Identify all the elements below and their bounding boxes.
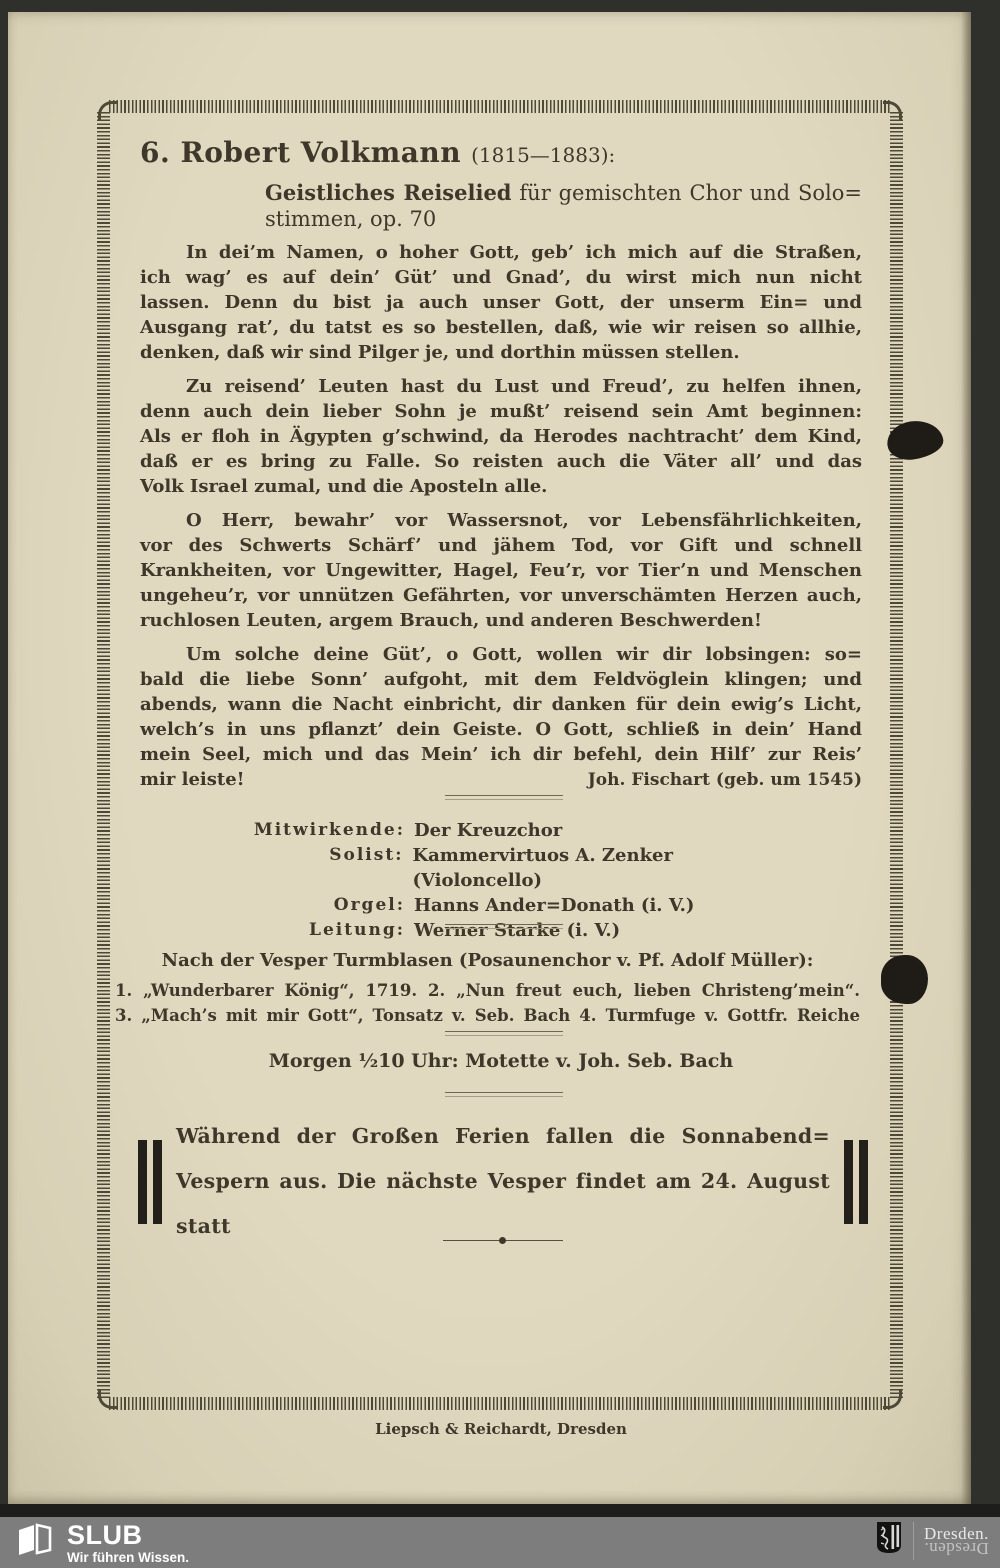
participant-row — [245, 918, 805, 943]
poet-attribution: Joh. Fischart (geb. um 1545) — [587, 770, 862, 790]
participant-label: Leitung: — [309, 920, 405, 940]
piece-title-line1 — [265, 180, 862, 206]
participant-value: Kammervirtuos A. Zenker (Violoncello) — [412, 845, 673, 891]
logo-divider — [913, 1522, 914, 1560]
poem-paragraph — [140, 508, 862, 633]
branding-bar — [0, 1517, 1000, 1568]
poem-paragraph — [140, 240, 862, 365]
tower-lines — [115, 978, 860, 1028]
poem-end-row — [140, 767, 862, 793]
dresden-wordmark — [924, 1523, 989, 1558]
poem-paragraph — [140, 642, 862, 793]
poem-line: abends, wann die Nacht einbricht, dir danken für dein ewig’s Licht, — [140, 694, 862, 715]
poem-line: Zu reisend’ Leuten hast du Lust und Freud’, zu helfen ihnen, — [186, 376, 862, 397]
poem-line: Krankheiten, vor Ungewitter, Hagel, Feu’r, vor Tier’n und Menschen — [140, 560, 862, 581]
dresden-word-mirrored: Dresden. — [924, 1538, 989, 1558]
poem-line: Als er floh in Ägypten g’schwind, da Herodes nachtracht’ dem Kind, — [140, 426, 862, 447]
poem-line: ruchlosen Leuten, argem Brauch, und anderen Beschwerden! — [140, 610, 762, 631]
poem-line: ich wag’ es auf dein’ Güt’ und Gnad’, du wirst mich nun nicht — [140, 267, 862, 288]
page-edge-shadow — [961, 12, 971, 1504]
border-left — [97, 112, 110, 1398]
slub-wordmark — [67, 1522, 189, 1565]
poem-line: denken, daß wir sind Pilger je, und dorthin müssen stellen. — [140, 342, 740, 363]
piece-heading — [140, 136, 870, 169]
printer-imprint: Liepsch & Reichardt, Dresden — [375, 1420, 627, 1438]
border-top — [109, 100, 891, 113]
slub-logo[interactable] — [16, 1522, 189, 1565]
slub-slogan: Wir führen Wissen. — [67, 1550, 190, 1565]
dresden-coat-of-arms-icon — [875, 1521, 903, 1560]
participant-label: Mitwirkende: — [253, 820, 405, 840]
poem-line: Ausgang rat’, du tatst es so bestellen, daß, wie wir reisen so allhie, — [140, 317, 862, 338]
notice-text — [162, 1114, 844, 1249]
tower-line: 1. „Wunderbarer König“, 1719. 2. „Nun freut euch, lieben Christeng’mein“. — [115, 981, 860, 1000]
participant-row — [245, 818, 805, 843]
composer-dates: (1815—1883): — [471, 143, 616, 167]
poem-paragraph — [140, 374, 862, 499]
notice-line: Während der Großen Ferien fallen die Sonnabend= — [176, 1124, 830, 1148]
poem — [140, 240, 862, 802]
tower-music-section — [115, 948, 860, 1028]
border-corner — [98, 1390, 117, 1409]
piece-title-bold: Geistliches Reiselied — [265, 180, 512, 205]
tomorrow-announcement: Morgen ½10 Uhr: Motette v. Joh. Seb. Bach — [268, 1050, 734, 1072]
border-corner — [883, 1390, 902, 1409]
dresden-word: Dresden. — [924, 1523, 989, 1543]
ink-stain — [881, 955, 928, 1004]
scan-bottom-shadow — [0, 1504, 1000, 1517]
border-corner — [98, 101, 117, 120]
poem-line: daß er es bring zu Falle. So reisten auch die Väter all’ und das — [140, 451, 862, 472]
composer-name: 6. Robert Volkmann — [140, 136, 462, 169]
tower-heading: Nach der Vesper Turmblasen (Posaunenchor v. Pf. Adolf Müller): — [161, 950, 814, 971]
poem-line: O Herr, bewahr’ vor Wassersnot, vor Lebensfährlichkeiten, — [186, 510, 862, 531]
poem-line: denn auch dein lieber Sohn je mußt’ reisend sein Amt beginnen: — [140, 401, 862, 422]
piece-title-rest: für gemischten Chor und Solo= — [511, 181, 862, 205]
poem-line: Um solche deine Güt’, o Gott, wollen wir dir lobsingen: so= — [186, 644, 862, 665]
participant-label: Orgel: — [333, 895, 405, 915]
participant-value: Der Kreuzchor — [414, 820, 563, 841]
poem-line: Volk Israel zumal, und die Aposteln alle. — [140, 476, 548, 497]
dresden-logo[interactable] — [875, 1521, 989, 1560]
poem-line: welch’s in uns pflanzt’ dein Geiste. O Gott, schließ in dein’ Hand — [140, 719, 862, 740]
divider-rule — [445, 795, 563, 800]
piece-title — [265, 180, 862, 232]
border-right — [890, 112, 903, 1398]
poem-line: ungeheu’r, vor unnützen Gefährten, vor unverschämten Herzen auch, — [140, 585, 862, 606]
double-bar-right — [844, 1140, 868, 1224]
participant-row — [245, 843, 805, 893]
poem-line: vor des Schwerts Schärf’ und jähem Tod, vor Gift und schnell — [140, 535, 862, 556]
divider-rule — [445, 924, 563, 929]
poem-line: mein Seel, mich und das Mein’ ich dir befehl, dein Hilf’ zur Reis’ — [140, 744, 862, 765]
poem-line: In dei’m Namen, o hoher Gott, geb’ ich mich auf die Straßen, — [186, 242, 862, 263]
border-corner — [883, 101, 902, 120]
tower-line: 3. „Mach’s mit mir Gott“, Tonsatz v. Seb. Bach 4. Turmfuge v. Gottfr. Reiche — [115, 1006, 860, 1025]
divider-rule — [445, 1031, 563, 1036]
border-bottom — [109, 1397, 891, 1410]
slub-book-icon — [16, 1522, 54, 1561]
participant-value: Hanns Ander=Donath (i. V.) — [414, 895, 695, 916]
double-bar-left — [138, 1140, 162, 1224]
divider-rule — [445, 1092, 563, 1097]
poem-line: bald die liebe Sonn’ aufgoht, mit dem Feldvöglein klingen; und — [140, 669, 862, 690]
holiday-notice — [138, 1114, 868, 1249]
slub-name: SLUB — [67, 1520, 143, 1550]
participant-value: Werner Starke (i. V.) — [414, 920, 621, 941]
poem-line: lassen. Denn du bist ja auch unser Gott, der unserm Ein= und — [140, 292, 862, 313]
poem-line: mir leiste! — [140, 769, 245, 790]
end-ornament — [443, 1236, 563, 1246]
notice-line: Vespern aus. Die nächste Vesper findet am 24. August statt — [176, 1169, 830, 1238]
participant-label: Solist: — [329, 845, 404, 865]
participant-row — [245, 893, 805, 918]
piece-title-line2: stimmen, op. 70 — [265, 207, 437, 231]
